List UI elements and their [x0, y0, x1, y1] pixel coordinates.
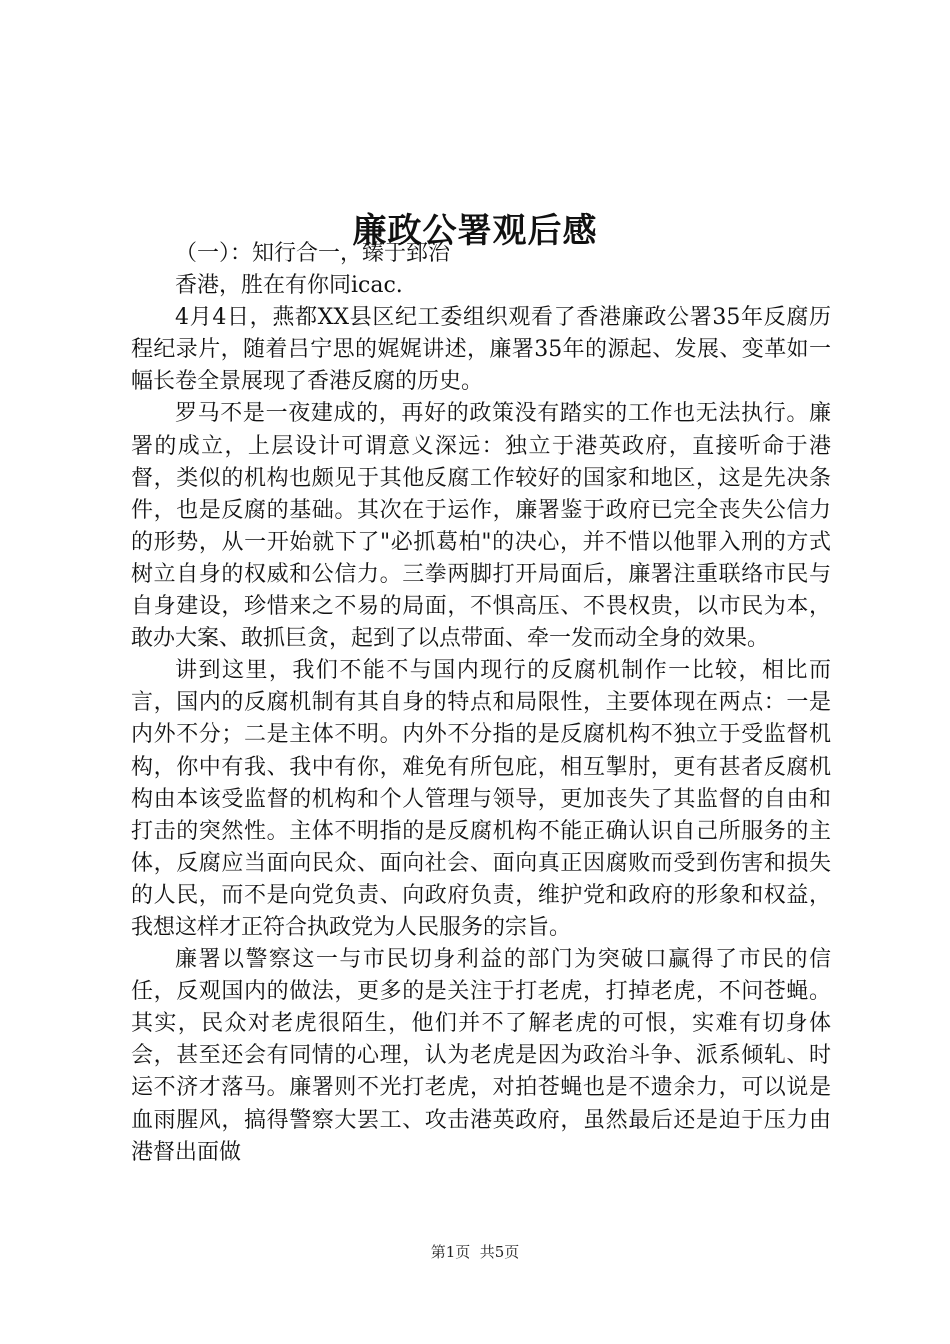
- page-number-label: 第1页 共5页: [430, 1243, 520, 1261]
- subtitle-paragraph: （一）：知行合一，臻于郅治: [175, 241, 451, 266]
- paragraph: 4月4日，燕都XX县区纪工委组织观看了香港廉政公署35年反腐历程纪录片，随着吕宁思的娓娓讲述，廉署35年的源起、发展、变革如一幅长卷全景展现了香港反腐的历史。: [131, 305, 831, 395]
- paragraph: 罗马不是一夜建成的，再好的政策没有踏实的工作也无法执行。廉署的成立，上层设计可谓意义深远：独立于港英政府，直接听命于港督，类似的机构也颇见于其他反腐工作较好的国家和地区，这是先决条件，也是反腐的基础。其次在于运作，廉署鉴于政府已完全丧失公信力的形势，从一开始就下了"必抓葛柏"的决心，并不惜以他罪入刑的方式树立自身的权威和公信力。三拳两脚打开局面后，廉署注重联络市民与自身建设，珍惜来之不易的局面，不惧高压、不畏权贵，以市民为本，敢办大案、敢抓巨贪，起到了以点带面、牵一发而动全身的效果。: [131, 401, 831, 652]
- page-footer: [0, 1242, 950, 1262]
- document-body: [131, 238, 831, 1169]
- paragraph: 廉署以警察这一与市民切身利益的部门为突破口赢得了市民的信任，反观国内的做法，更多的是关注于打老虎，打掉老虎，不问苍蝇。其实，民众对老虎很陌生，他们并不了解老虎的可恨，实难有切身体会，甚至还会有同情的心理，认为老虎是因为政治斗争、派系倾轧、时运不济才落马。廉署则不光打老虎，对拍苍蝇也是不遗余力，可以说是血雨腥风，搞得警察大罢工、攻击港英政府，虽然最后还是迫于压力由港督出面做: [131, 947, 831, 1165]
- paragraph: 香港，胜在有你同icac.: [175, 273, 403, 299]
- paragraph: 讲到这里，我们不能不与国内现行的反腐机制作一比较，相比而言，国内的反腐机制有其自身的特点和局限性，主要体现在两点：一是内外不分；二是主体不明。内外不分指的是反腐机构不独立于受监督机构，你中有我、我中有你，难免有所包庇，相互掣肘，更有甚者反腐机构由本该受监督的机构和个人管理与领导，更加丧失了其监督的自由和打击的突然性。主体不明指的是反腐机构不能正确认识自己所服务的主体，反腐应当面向民众、面向社会、面向真正因腐败而受到伤害和损失的人民，而不是向党负责、向政府负责，维护党和政府的形象和权益，我想这样才正符合执政党为人民服务的宗旨。: [131, 658, 831, 940]
- document-title: 廉政公署观后感: [352, 210, 598, 251]
